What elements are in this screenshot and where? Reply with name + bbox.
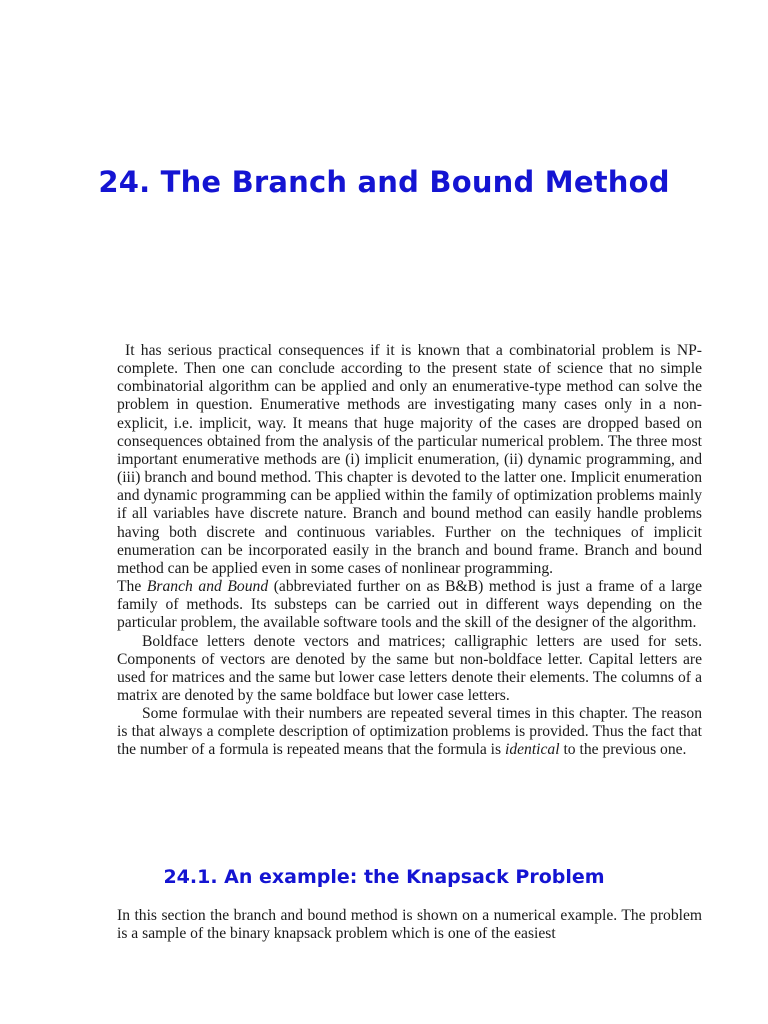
intro-paragraph-2-suffix: (abbreviated further on as B&B) method is just a frame of a large family of methods. Its substeps can be carried out in different ways depending on the particular problem, the available software tools and the skill of the designer of the algorithm. bbox=[117, 578, 702, 632]
intro-paragraph-4 bbox=[117, 705, 702, 759]
section-paragraph-1: In this section the branch and bound method is shown on a numerical example. The problem is a sample of the binary knapsack problem which is one of the easiest bbox=[117, 907, 702, 943]
intro-paragraph-4-emphasis: identical bbox=[504, 741, 560, 759]
intro-text bbox=[117, 342, 702, 760]
intro-paragraph-4-prefix: Some formulae with their numbers are repeated several times in this chapter. The reason is that always a complete description of optimization problems is provided. Thus the fact that the number of a formula is repeated means that the formula is bbox=[117, 705, 702, 759]
intro-paragraph-2-emphasis: Branch and Bound bbox=[146, 578, 269, 596]
section-title: 24.1. An example: the Knapsack Problem bbox=[163, 866, 605, 888]
chapter-title: 24. The Branch and Bound Method bbox=[98, 165, 670, 199]
intro-paragraph-1: It has serious practical consequences if it is known that a combinatorial problem is NP-complete. Then one can conclude according to the present state of science that no simple combinatorial algorithm can be applied and only an enumerative-type method can solve the problem in question. Enumerative methods are investigating many cases only in a non-explicit, i.e. implicit, way. It means that huge majority of the cases are dropped based on consequences obtained from the analysis of the particular numerical problem. The three most important enumerative methods are (i) implicit enumeration, (ii) dynamic programming, and (iii) branch and bound method. This chapter is devoted to the latter one. Implicit enumeration and dynamic programming can be applied within the family of optimization problems mainly if all variables have discrete nature. Branch and bound method can easily handle problems having both discrete and continuous variables. Further on the techniques of implicit enumeration can be incorporated easily in the branch and bound frame. Branch and bound method can be applied even in some cases of nonlinear programming. bbox=[117, 342, 702, 577]
intro-paragraph-2 bbox=[117, 578, 702, 632]
section-text bbox=[117, 907, 702, 943]
intro-paragraph-3: Boldface letters denote vectors and matrices; calligraphic letters are used for sets. Components of vectors are denoted by the same but non-boldface letter. Capital letters are used for matrices and the same but lower case letters denote their elements. The columns of a matrix are denoted by the same boldface but lower case letters. bbox=[117, 632, 702, 704]
intro-paragraph-2-prefix: The bbox=[117, 578, 147, 596]
intro-paragraph-4-suffix: to the previous one. bbox=[559, 741, 687, 759]
